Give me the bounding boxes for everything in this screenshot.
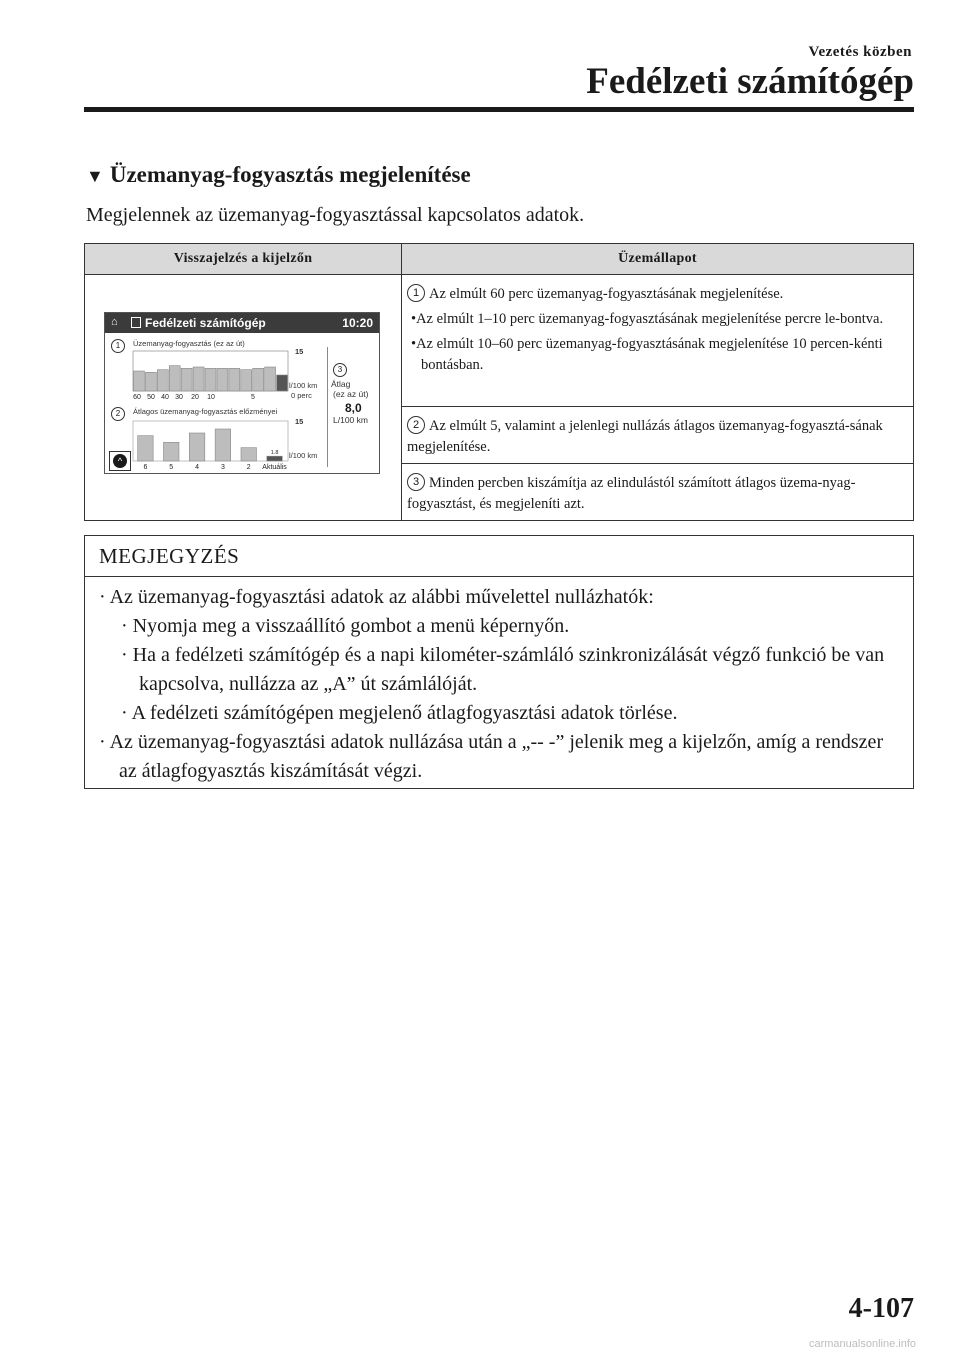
chart2-bar	[267, 456, 283, 461]
chart1-x-tick: 50	[147, 394, 155, 401]
chart1-bar	[265, 367, 276, 391]
triangle-down-icon: ▼	[86, 166, 104, 186]
chart2-x-tick: 2	[246, 464, 251, 471]
marker-1-icon: 1	[111, 339, 125, 353]
chart2-bar	[189, 433, 205, 461]
note-bullet-2-text: Az üzemanyag-fogyasztási adatok nullázása után a „-- -” jelenik meg a kijelzőn, amíg a rendszer az átlagfogyasztás kiszámítását végzi.	[109, 731, 884, 782]
avg-sublabel: (ez az út)	[333, 389, 369, 399]
chart1-x-tick: 60	[133, 394, 141, 401]
chart1-bar	[193, 367, 204, 391]
chart1-x-tick: 20	[191, 394, 199, 401]
note-bullet-2: · Az üzemanyag-fogyasztási adatok nullázása után a „-- -” jelenik meg a kijelzőn, amíg a rendszer az átlagfogyasztás kiszámítását végzi.	[99, 731, 884, 782]
header-subtitle: Vezetés közben	[808, 44, 912, 60]
table-row	[402, 407, 914, 464]
chart2-bar	[138, 436, 154, 461]
note-subbullet-1: · Nyomja meg a visszaállító gombot a menü képernyőn.	[121, 615, 570, 637]
chart1-bar	[134, 371, 145, 391]
avg-value: 8,0	[345, 401, 362, 415]
chart2-plot-area	[133, 421, 288, 461]
chart1-bar	[181, 368, 192, 391]
marker-1-icon: 1	[407, 284, 425, 302]
header-divider	[84, 107, 914, 112]
item3-text: Minden percben kiszámítja az elindulástól számított átlagos üzema-nyag-fogyasztást, és megjeleníti azt.	[407, 475, 856, 512]
home-icon: ⌂	[111, 316, 118, 328]
chart1-x-tick: 5	[251, 394, 255, 401]
chart2-unit: l/100 km	[289, 451, 318, 460]
chart2-x-tick: 3	[220, 464, 225, 471]
chart1-max: 15	[295, 347, 304, 356]
note-subbullet-2-text: Ha a fedélzeti számítógép és a napi kilométer-számláló szinkronizálását végző funkció be van kapcsolva, nullázza az „A” út számlálóját.	[132, 644, 885, 695]
screen-clock: 10:20	[342, 316, 373, 330]
note-subbullet-3: · A fedélzeti számítógépen megjelenő átlagfogyasztási adatok törlése.	[121, 702, 678, 724]
chart2-bar	[241, 448, 257, 461]
marker-3-icon: 3	[407, 473, 425, 491]
chart1-x-tick: 40	[161, 394, 169, 401]
chart2-x-tick: 5	[169, 464, 174, 471]
page-title: Fedélzeti számítógép	[586, 61, 914, 102]
table-row	[402, 275, 914, 407]
chart1-bar	[157, 370, 168, 391]
chart1-svg	[105, 313, 379, 473]
watermark: carmanualsonline.info	[808, 1338, 916, 1350]
marker-2-icon: 2	[111, 407, 125, 421]
item2-text: Az elmúlt 5, valamint a jelenlegi nullázás átlagos üzemanyag-fogyasztá-sának megjelenítése.	[407, 418, 883, 455]
chart1-x-tick: 10	[207, 394, 215, 401]
chart2-x-tick: 6	[143, 464, 148, 471]
display-screen	[104, 312, 380, 474]
chart1-x-tick: 30	[175, 394, 183, 401]
screen-title: Fedélzeti számítógép	[145, 316, 266, 330]
note-bullet-1-text: Az üzemanyag-fogyasztási adatok az alábbi művelettel nullázhatók:	[109, 586, 654, 608]
chart2-bar	[215, 429, 231, 461]
chart1-zero: 0 perc	[291, 391, 312, 400]
note-subbullet-3-text: A fedélzeti számítógépen megjelenő átlagfogyasztási adatok törlése.	[131, 702, 678, 724]
note-title: MEGJEGYZÉS	[85, 536, 913, 577]
table-header-status: Üzemállapot	[402, 244, 914, 275]
chart2-max: 15	[295, 417, 304, 426]
chart1-bar	[241, 370, 252, 391]
section-heading-text: Üzemanyag-fogyasztás megjelenítése	[109, 162, 471, 187]
avg-unit: L/100 km	[333, 415, 368, 425]
marker-2-icon: 2	[407, 416, 425, 434]
chart2-x-tick: 4	[195, 464, 200, 471]
chart1-bar	[169, 366, 180, 391]
item1-bullet-1: •Az elmúlt 1–10 perc üzemanyag-fogyasztásának megjelenítése percre le-bontva.	[411, 311, 884, 327]
table-row	[402, 464, 914, 521]
chart1-title: Üzemanyag-fogyasztás (ez az út)	[133, 339, 245, 348]
item1-bullet-2: •Az elmúlt 10–60 perc üzemanyag-fogyasztásának megjelenítése 10 percen-kénti bontásban.	[411, 336, 883, 373]
chart1-bar	[229, 368, 240, 391]
page-number: 4-107	[848, 1293, 914, 1324]
chart1-bar	[145, 372, 156, 391]
note-bullet-1: · Az üzemanyag-fogyasztási adatok az alábbi művelettel nullázhatók:	[99, 586, 654, 608]
note-subbullet-2: · Ha a fedélzeti számítógép és a napi kilométer-számláló szinkronizálását végző funkció be van kapcsolva, nullázza az „A” út számlálóját.	[121, 644, 885, 695]
chart1-bar	[217, 368, 228, 391]
avg-label: Átlag	[331, 379, 351, 389]
chart1-bar	[205, 368, 216, 391]
chart1-unit: l/100 km	[289, 381, 318, 390]
chart1-bar	[277, 375, 288, 391]
note-subbullet-1-text: Nyomja meg a visszaállító gombot a menü képernyőn.	[132, 615, 570, 637]
chart2-x-tick: Aktuális	[262, 464, 287, 471]
marker-3-icon: 3	[333, 363, 347, 377]
chart2-bar	[163, 442, 179, 461]
chart1-bar	[253, 368, 264, 391]
item1-text: Az elmúlt 60 perc üzemanyag-fogyasztásának megjelenítése.	[429, 286, 784, 302]
note-box	[84, 535, 914, 789]
chevron-up-icon: ^	[113, 454, 127, 468]
chart2-current-value: 1.8	[270, 450, 279, 457]
section-heading	[86, 162, 471, 188]
intro-paragraph: Megjelennek az üzemanyag-fogyasztással kapcsolatos adatok.	[86, 204, 585, 226]
table-header-display: Visszajelzés a kijelzőn	[85, 244, 402, 275]
chart2-title: Átlagos üzemanyag-fogyasztás előzményei	[133, 407, 278, 416]
